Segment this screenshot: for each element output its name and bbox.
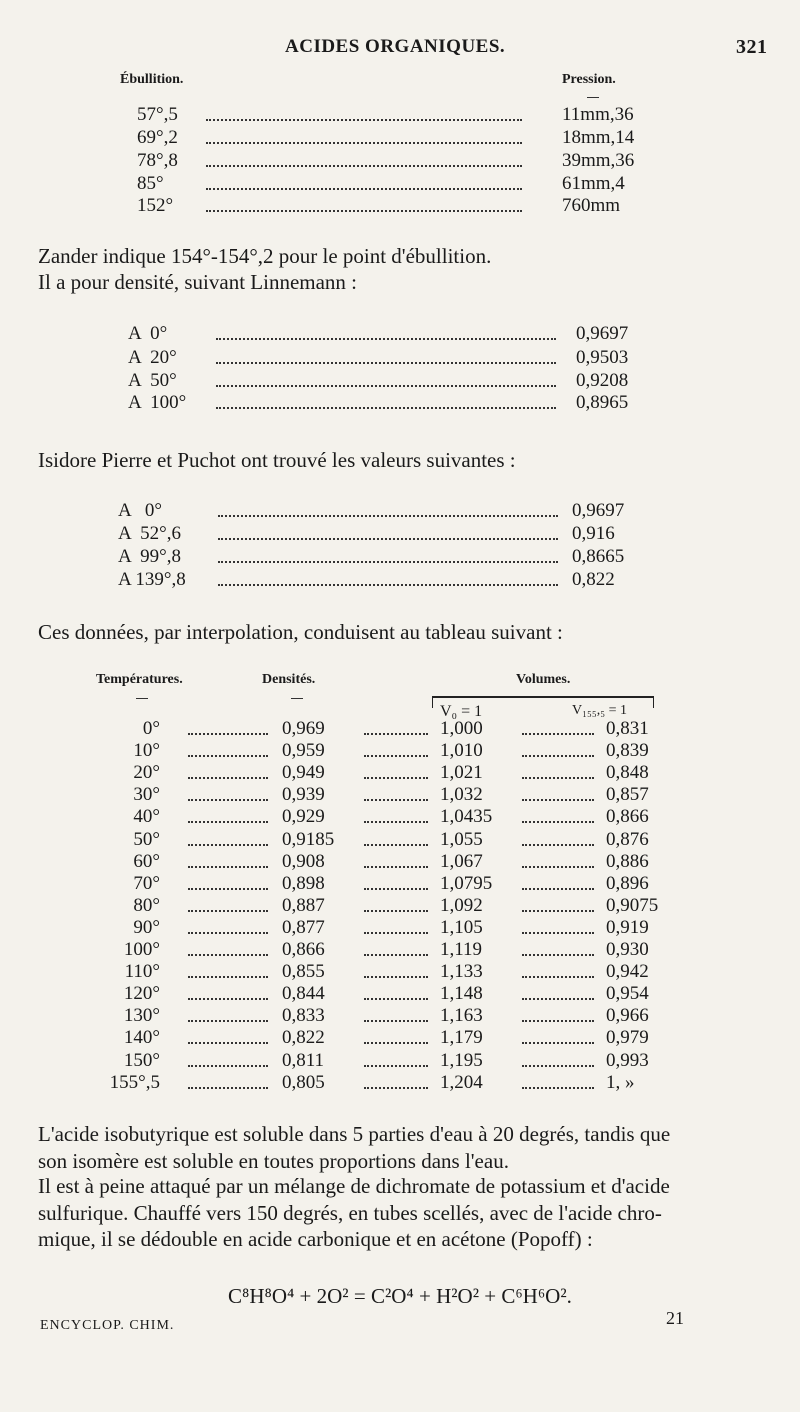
table-row <box>0 895 800 917</box>
dot-leader <box>522 821 594 823</box>
boiling-temp: 85° <box>137 173 164 194</box>
dot-leader <box>188 932 268 934</box>
volume-v0-cell: 1,163 <box>440 1005 483 1026</box>
dot-leader <box>216 338 556 340</box>
col-header-temperatures: Températures. <box>96 672 183 687</box>
volume-v0-cell: 1,0435 <box>440 806 493 827</box>
volume-v155-cell: 0,930 <box>606 939 649 960</box>
dot-leader <box>522 1065 594 1067</box>
density-value: 0,8665 <box>572 546 625 567</box>
dot-leader <box>364 755 428 757</box>
dot-leader <box>218 561 558 563</box>
dot-leader <box>522 844 594 846</box>
pressure-value: 11mm,36 <box>562 104 634 125</box>
density-temp: A 0° <box>128 323 168 344</box>
boiling-temp: 69°,2 <box>137 127 178 148</box>
volume-v0-cell: 1,195 <box>440 1050 483 1071</box>
density-value: 0,9697 <box>576 323 629 344</box>
density-temp: A 50° <box>128 370 177 391</box>
density-cell: 0,822 <box>282 1027 325 1048</box>
table-row <box>0 150 800 172</box>
density-temp: A 20° <box>128 347 177 368</box>
dens-dash <box>291 698 303 699</box>
paragraph-oxidation-3: mique, il se dédouble en acide carbonique et en acétone (Popoff) : <box>38 1227 593 1251</box>
density-value: 0,9697 <box>572 500 625 521</box>
temperature-cell: 130° <box>123 1005 160 1026</box>
volume-v0-cell: 1,010 <box>440 740 483 761</box>
table-row <box>0 523 800 545</box>
table-row <box>0 195 800 217</box>
table-row <box>0 718 800 740</box>
density-temp: A 100° <box>128 392 187 413</box>
dot-leader <box>364 1042 428 1044</box>
temperature-cell: 155°,5 <box>109 1072 160 1093</box>
density-cell: 0,887 <box>282 895 325 916</box>
volume-v155-cell: 0,886 <box>606 851 649 872</box>
paragraph-solubility-2: son isomère est soluble en toutes proportions dans l'eau. <box>38 1149 509 1173</box>
dot-leader <box>522 755 594 757</box>
density-value: 0,822 <box>572 569 615 590</box>
dot-leader <box>188 1065 268 1067</box>
boiling-temp: 78°,8 <box>137 150 178 171</box>
boiling-temp: 57°,5 <box>137 104 178 125</box>
table-row <box>0 370 800 392</box>
temperature-cell: 10° <box>133 740 160 761</box>
table-row <box>0 961 800 983</box>
dot-leader <box>364 777 428 779</box>
volume-v0-cell: 1,119 <box>440 939 483 960</box>
density-cell: 0,929 <box>282 806 325 827</box>
dot-leader <box>206 119 522 121</box>
table-row <box>0 569 800 591</box>
density-cell: 0,9185 <box>282 829 335 850</box>
dot-leader <box>522 1087 594 1089</box>
dot-leader <box>188 1087 268 1089</box>
pressure-value: 61mm,4 <box>562 173 625 194</box>
temperature-cell: 140° <box>123 1027 160 1048</box>
dot-leader <box>188 998 268 1000</box>
temperature-cell: 60° <box>133 851 160 872</box>
density-cell: 0,877 <box>282 917 325 938</box>
temperature-cell: 90° <box>133 917 160 938</box>
temperature-cell: 20° <box>133 762 160 783</box>
dot-leader <box>188 1042 268 1044</box>
table-row <box>0 829 800 851</box>
dot-leader <box>364 954 428 956</box>
pression-header: Pression. <box>562 72 616 87</box>
volume-v155-cell: 0,919 <box>606 917 649 938</box>
dot-leader <box>522 910 594 912</box>
col-header-v155: V₁₅₅,₅ = 1 <box>572 703 628 718</box>
table-row <box>0 1027 800 1049</box>
table-row <box>0 104 800 126</box>
dot-leader <box>364 998 428 1000</box>
temperature-cell: 120° <box>123 983 160 1004</box>
table-row <box>0 546 800 568</box>
col-header-densites: Densités. <box>262 672 316 687</box>
volume-v155-cell: 0,866 <box>606 806 649 827</box>
table-row <box>0 983 800 1005</box>
density-cell: 0,833 <box>282 1005 325 1026</box>
pressure-value: 760mm <box>562 195 621 216</box>
temperature-cell: 150° <box>123 1050 160 1071</box>
dot-leader <box>188 910 268 912</box>
dot-leader <box>364 910 428 912</box>
dot-leader <box>188 755 268 757</box>
density-temp: A 139°,8 <box>118 569 186 590</box>
dot-leader <box>522 799 594 801</box>
paragraph-solubility-1: L'acide isobutyrique est soluble dans 5 parties d'eau à 20 degrés, tandis que <box>38 1122 671 1146</box>
temperature-cell: 100° <box>123 939 160 960</box>
header-dash <box>587 97 599 98</box>
density-cell: 0,811 <box>282 1050 325 1071</box>
volume-v155-cell: 0,979 <box>606 1027 649 1048</box>
dot-leader <box>522 777 594 779</box>
volume-v155-cell: 0,993 <box>606 1050 649 1071</box>
volume-v155-cell: 0,896 <box>606 873 649 894</box>
dot-leader <box>364 1065 428 1067</box>
temperature-cell: 0° <box>142 718 160 739</box>
dot-leader <box>188 821 268 823</box>
dot-leader <box>188 976 268 978</box>
density-value: 0,9503 <box>576 347 629 368</box>
dot-leader <box>188 799 268 801</box>
density-cell: 0,969 <box>282 718 325 739</box>
paragraph-pierre: Isidore Pierre et Puchot ont trouvé les valeurs suivantes : <box>38 448 516 472</box>
volume-v155-cell: 0,9075 <box>606 895 659 916</box>
dot-leader <box>522 976 594 978</box>
density-temp: A 99°,8 <box>118 546 182 567</box>
dot-leader <box>206 165 522 167</box>
dot-leader <box>216 385 556 387</box>
chapter-title: ACIDES ORGANIQUES. <box>285 36 506 57</box>
volume-v155-cell: 0,954 <box>606 983 649 1004</box>
density-value: 0,9208 <box>576 370 629 391</box>
dot-leader <box>364 888 428 890</box>
page-number: 321 <box>736 36 768 58</box>
dot-leader <box>188 888 268 890</box>
col-header-volumes: Volumes. <box>516 672 571 687</box>
paragraph-oxidation-1: Il est à peine attaqué par un mélange de dichromate de potassium et d'acide <box>38 1174 670 1198</box>
dot-leader <box>364 1087 428 1089</box>
table-row <box>0 740 800 762</box>
paragraph-interpolation: Ces données, par interpolation, conduisent au tableau suivant : <box>38 620 563 644</box>
table-row <box>0 323 800 345</box>
dot-leader <box>188 844 268 846</box>
dot-leader <box>364 1020 428 1022</box>
volume-v0-cell: 1,021 <box>440 762 483 783</box>
footer-signature: 21 <box>666 1308 684 1328</box>
pressure-value: 39mm,36 <box>562 150 635 171</box>
dot-leader <box>364 799 428 801</box>
dot-leader <box>188 777 268 779</box>
table-row <box>0 806 800 828</box>
volume-v0-cell: 1,105 <box>440 917 483 938</box>
density-temp: A 0° <box>118 500 163 521</box>
dot-leader <box>364 733 428 735</box>
density-cell: 0,908 <box>282 851 325 872</box>
density-temp: A 52°,6 <box>118 523 182 544</box>
table-row <box>0 173 800 195</box>
dot-leader <box>364 932 428 934</box>
temperature-cell: 30° <box>133 784 160 805</box>
volume-v155-cell: 0,839 <box>606 740 649 761</box>
dot-leader <box>522 998 594 1000</box>
paragraph-zander: Zander indique 154°-154°,2 pour le point d'ébullition. <box>38 244 492 268</box>
volume-v0-cell: 1,0795 <box>440 873 493 894</box>
table-row <box>0 1005 800 1027</box>
dot-leader <box>364 976 428 978</box>
chemical-equation: C⁸H⁸O⁴ + 2O² = C²O⁴ + H²O² + C⁶H⁶O². <box>228 1284 572 1308</box>
volume-v0-cell: 1,133 <box>440 961 483 982</box>
density-cell: 0,939 <box>282 784 325 805</box>
dot-leader <box>522 733 594 735</box>
dot-leader <box>216 407 556 409</box>
dot-leader <box>218 538 558 540</box>
dot-leader <box>188 1020 268 1022</box>
dot-leader <box>364 844 428 846</box>
dot-leader <box>188 733 268 735</box>
dot-leader <box>364 821 428 823</box>
table-row <box>0 939 800 961</box>
density-value: 0,916 <box>572 523 615 544</box>
volume-v0-cell: 1,179 <box>440 1027 483 1048</box>
table-row <box>0 347 800 369</box>
density-cell: 0,805 <box>282 1072 325 1093</box>
density-cell: 0,898 <box>282 873 325 894</box>
table-row <box>0 873 800 895</box>
paragraph-linnemann: Il a pour densité, suivant Linnemann : <box>38 270 358 294</box>
volume-v155-cell: 0,831 <box>606 718 649 739</box>
volume-v0-cell: 1,067 <box>440 851 483 872</box>
dot-leader <box>188 954 268 956</box>
volume-v155-cell: 0,876 <box>606 829 649 850</box>
temperature-cell: 80° <box>133 895 160 916</box>
footer-encyclopedia: ENCYCLOP. CHIM. <box>40 1318 175 1333</box>
volume-v0-cell: 1,204 <box>440 1072 483 1093</box>
col-header-v0: V₀ = 1 <box>440 703 483 720</box>
table-row <box>0 127 800 149</box>
table-row <box>0 392 800 414</box>
density-cell: 0,949 <box>282 762 325 783</box>
temperature-cell: 40° <box>133 806 160 827</box>
volume-v155-cell: 0,848 <box>606 762 649 783</box>
temperature-cell: 110° <box>124 961 160 982</box>
dot-leader <box>206 210 522 212</box>
volume-v0-cell: 1,055 <box>440 829 483 850</box>
dot-leader <box>522 1042 594 1044</box>
density-cell: 0,844 <box>282 983 325 1004</box>
dot-leader <box>218 584 558 586</box>
volume-v155-cell: 0,857 <box>606 784 649 805</box>
table-row <box>0 500 800 522</box>
dot-leader <box>206 142 522 144</box>
temperature-cell: 70° <box>133 873 160 894</box>
volume-v0-cell: 1,032 <box>440 784 483 805</box>
dot-leader <box>364 866 428 868</box>
dot-leader <box>188 866 268 868</box>
dot-leader <box>522 1020 594 1022</box>
dot-leader <box>522 866 594 868</box>
volume-v155-cell: 1, » <box>606 1072 635 1093</box>
volume-v155-cell: 0,966 <box>606 1005 649 1026</box>
volume-v0-cell: 1,000 <box>440 718 483 739</box>
temperature-cell: 50° <box>133 829 160 850</box>
pressure-value: 18mm,14 <box>562 127 635 148</box>
density-value: 0,8965 <box>576 392 629 413</box>
dot-leader <box>522 888 594 890</box>
dot-leader <box>522 932 594 934</box>
temp-dash <box>136 698 148 699</box>
density-cell: 0,855 <box>282 961 325 982</box>
dot-leader <box>206 188 522 190</box>
ebullition-header: Ébullition. <box>120 72 184 87</box>
dot-leader <box>522 954 594 956</box>
table-row <box>0 917 800 939</box>
paragraph-oxidation-2: sulfurique. Chauffé vers 150 degrés, en tubes scellés, avec de l'acide chro- <box>38 1201 662 1225</box>
table-row <box>0 1072 800 1094</box>
volume-v0-cell: 1,092 <box>440 895 483 916</box>
boiling-temp: 152° <box>137 195 174 216</box>
dot-leader <box>216 362 556 364</box>
dot-leader <box>218 515 558 517</box>
table-row <box>0 1050 800 1072</box>
volume-v155-cell: 0,942 <box>606 961 649 982</box>
density-cell: 0,866 <box>282 939 325 960</box>
volume-v0-cell: 1,148 <box>440 983 483 1004</box>
density-cell: 0,959 <box>282 740 325 761</box>
table-row <box>0 851 800 873</box>
table-row <box>0 762 800 784</box>
table-row <box>0 784 800 806</box>
